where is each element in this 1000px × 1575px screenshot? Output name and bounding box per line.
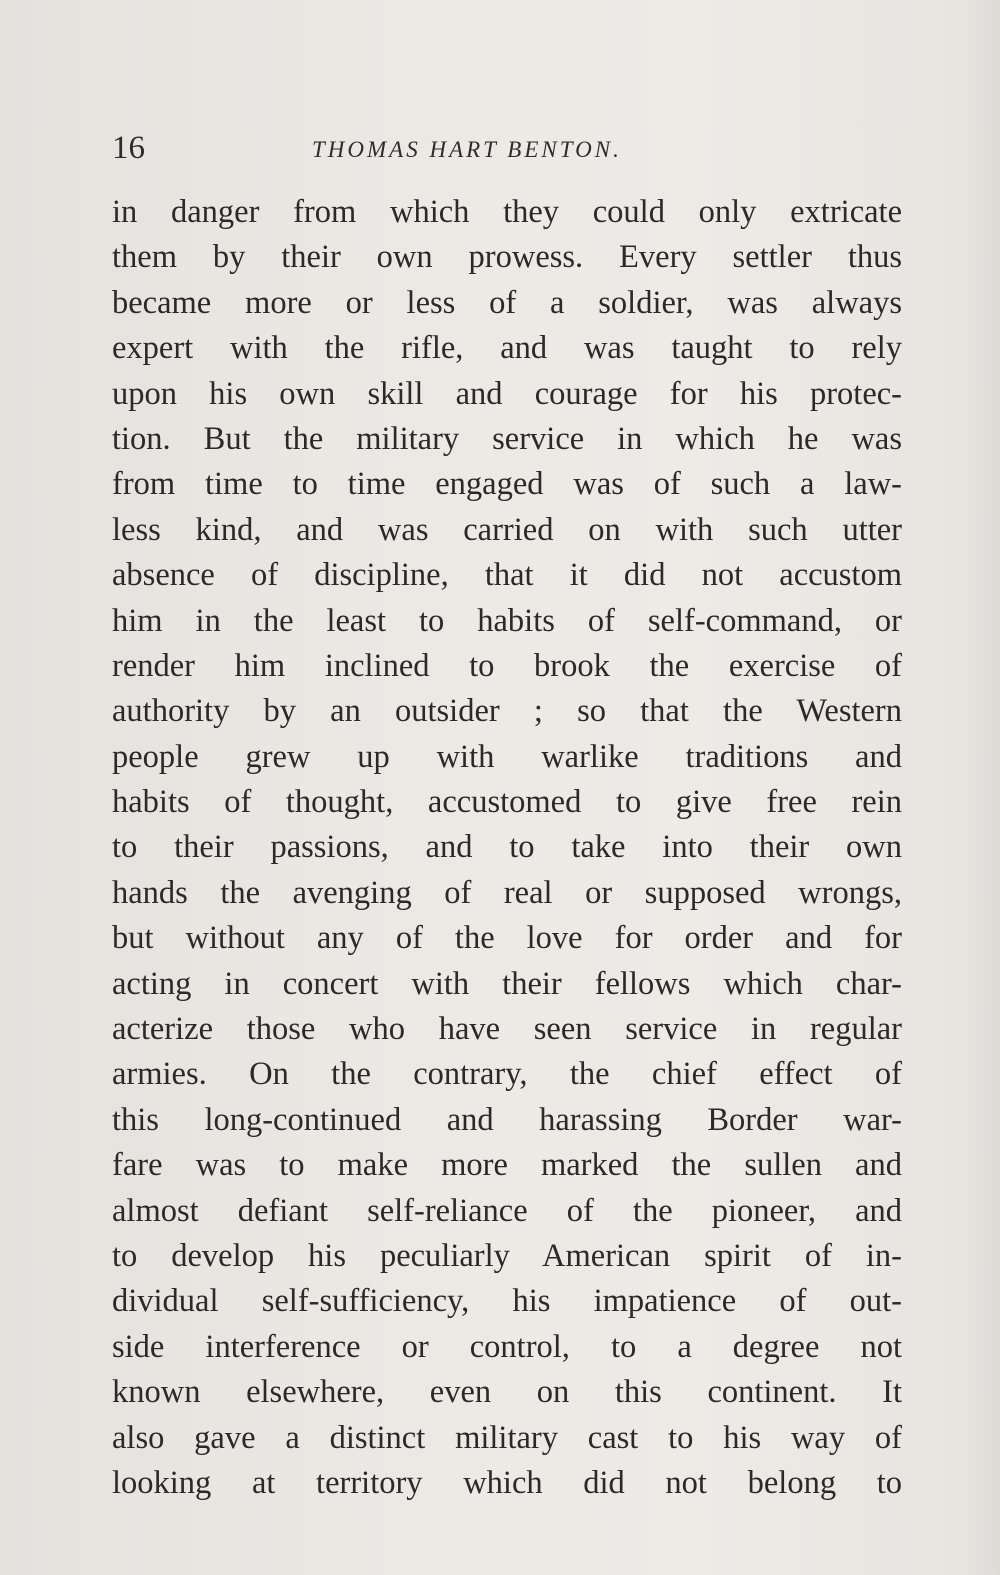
text-line: expert with the rifle, and was taught to rely <box>112 330 902 367</box>
text-line: people grew up with warlike traditions and <box>112 738 902 775</box>
text-line: upon his own skill and courage for his protec- <box>112 375 902 412</box>
text-line: this long-continued and harassing Border war- <box>112 1101 902 1138</box>
text-line: almost defiant self-reliance of the pioneer, and <box>112 1192 902 1229</box>
text-line: to develop his peculiarly American spirit of in- <box>112 1237 902 1274</box>
text-line: them by their own prowess. Every settler thus <box>112 239 902 276</box>
header-title: THOMAS HART BENTON. <box>312 137 622 162</box>
text-line: acterize those who have seen service in regular <box>112 1011 902 1048</box>
text-line: him in the least to habits of self-command, or <box>112 602 902 639</box>
text-line: side interference or control, to a degree not <box>112 1328 902 1365</box>
page-number: 16 <box>112 130 145 166</box>
text-line: fare was to make more marked the sullen and <box>112 1147 902 1184</box>
text-line: looking at territory which did not belong to <box>112 1464 902 1501</box>
text-line: known elsewhere, even on this continent. It <box>112 1374 902 1411</box>
text-line: hands the avenging of real or supposed wrongs, <box>112 874 902 911</box>
text-line: acting in concert with their fellows which char- <box>112 965 902 1002</box>
text-line: but without any of the love for order and for <box>112 920 902 957</box>
running-head <box>112 128 892 168</box>
text-line: to their passions, and to take into their own <box>112 829 902 866</box>
text-line: also gave a distinct military cast to his way of <box>112 1419 902 1456</box>
text-line: in danger from which they could only extricate <box>112 194 902 230</box>
text-line: became more or less of a soldier, was always <box>112 284 902 321</box>
body-text <box>112 190 902 1506</box>
text-line: dividual self-sufficiency, his impatience of out- <box>112 1283 902 1320</box>
text-line: from time to time engaged was of such a law- <box>112 466 902 503</box>
text-line: absence of discipline, that it did not accustom <box>112 557 902 594</box>
text-line: authority by an outsider ; so that the Western <box>112 693 902 730</box>
text-line: habits of thought, accustomed to give free rein <box>112 784 902 821</box>
text-line: render him inclined to brook the exercise of <box>112 647 902 684</box>
text-line: armies. On the contrary, the chief effect of <box>112 1056 902 1093</box>
text-line: tion. But the military service in which he was <box>112 420 902 457</box>
text-line: less kind, and was carried on with such utter <box>112 511 902 548</box>
